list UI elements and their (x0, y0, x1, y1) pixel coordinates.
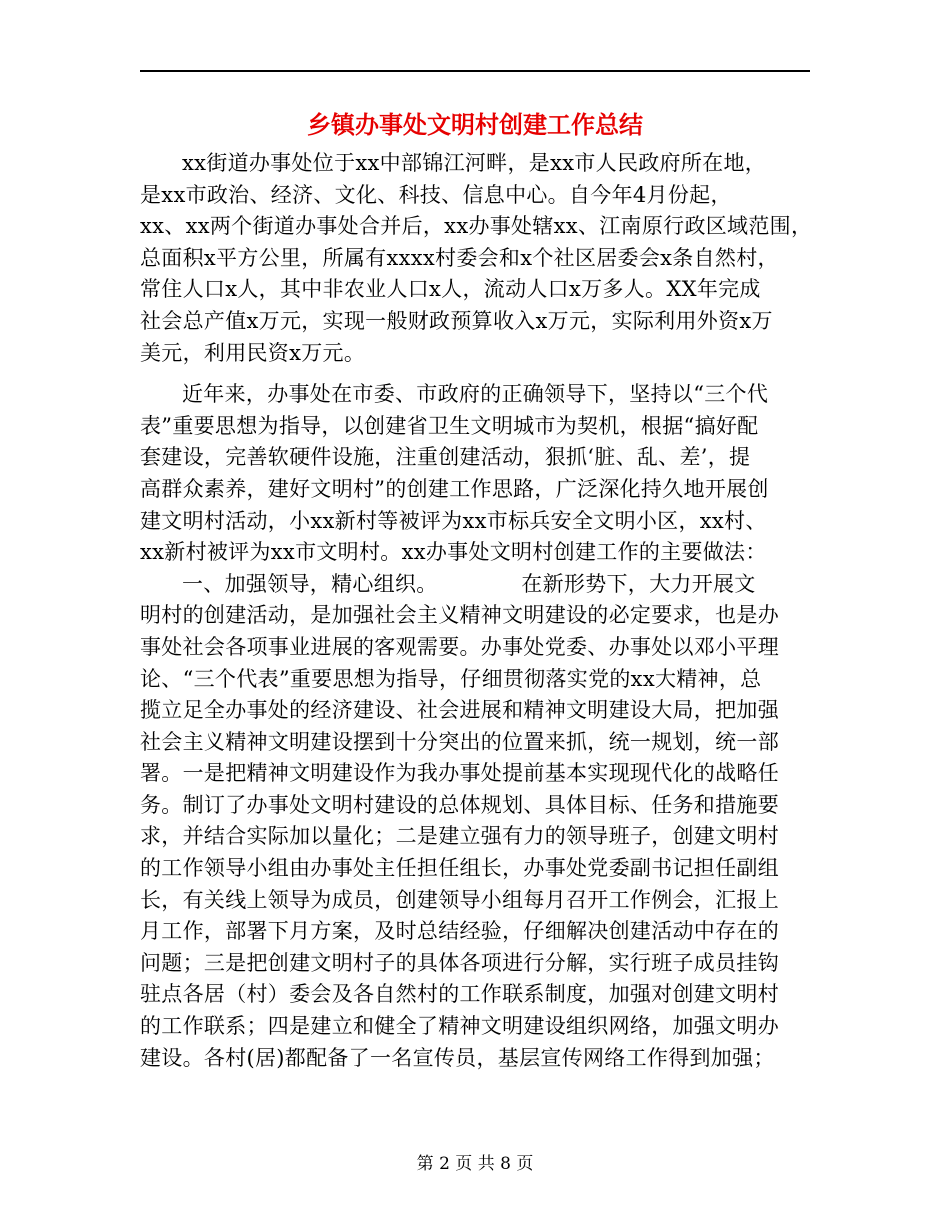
text-line: 是xx市政治、经济、文化、科技、信息中心。自今年4月份起， (140, 182, 732, 207)
text-line: 揽立足全办事处的经济建设、社会进展和精神文明建设大局，把加强 (140, 698, 779, 723)
text-line: 求，并结合实际加以量化；二是建立强有力的领导班子，创建文明村 (140, 824, 779, 849)
text-line: 事处社会各项事业进展的客观需要。办事处党委、办事处以邓小平理 (140, 634, 779, 659)
text-line: 务。制订了办事处文明村建设的总体规划、具体目标、任务和措施要 (140, 792, 779, 817)
text-line: 社会总产值x万元，实现一般财政预算收入x万元，实际利用外资x万 (140, 308, 773, 333)
text-line: 驻点各居（村）委会及各自然村的工作联系制度，加强对创建文明村 (140, 982, 779, 1007)
text-line: 高群众素养，建好文明村”的创建工作思路，广泛深化持久地开展创 (140, 476, 769, 501)
text-line: 长，有关线上领导为成员，创建领导小组每月召开工作例会，汇报上 (140, 887, 779, 912)
text-line: 的工作联系；四是建立和健全了精神文明建设组织网络，加强文明办 (140, 1014, 779, 1039)
document-body (140, 148, 812, 1074)
text-line: 套建设，完善软硬件设施，注重创建活动，狠抓‘脏、乱、差’，提 (140, 445, 751, 470)
text-line: 建设。各村(居)都配备了一名宣传员，基层宣传网络工作得到加强； (140, 1045, 775, 1070)
page-number-footer: 第 2 页 共 8 页 (416, 1154, 534, 1174)
text-line: 明村的创建活动，是加强社会主义精神文明建设的必定要求，也是办 (140, 603, 779, 628)
text-line: 美元，利用民资x万元。 (140, 340, 366, 365)
text-line: xx、xx两个街道办事处合并后，xx办事处辖xx、江南原行政区域范围， (140, 214, 813, 239)
text-line: 建文明村活动，小xx新村等被评为xx市标兵安全文明小区，xx村、 (140, 508, 767, 533)
text-line: 论、“三个代表”重要思想为指导，仔细贯彻落实党的xx大精神，总 (140, 666, 762, 691)
text-line: xx新村被评为xx市文明村。xx办事处文明村创建工作的主要做法： (140, 540, 767, 565)
text-line: 的工作领导小组由办事处主任担任组长，办事处党委副书记担任副组 (140, 856, 779, 881)
paragraph-gap (140, 369, 812, 379)
text-line: 常住人口x人，其中非农业人口x人，流动人口x万多人。XX年完成 (140, 277, 761, 302)
text-line: 社会主义精神文明建设摆到十分突出的位置来抓，统一规划，统一部 (140, 729, 779, 754)
text-line: 表”重要思想为指导，以创建省卫生文明城市为契机，根据“搞好配 (140, 413, 759, 438)
header-rule (140, 70, 810, 72)
section-heading-line: 一、加强领导，精心组织。 在新形势下，大力开展文 (182, 571, 756, 596)
text-line: 近年来，办事处在市委、市政府的正确领导下，坚持以“三个代 (182, 382, 769, 407)
text-line: 月工作，部署下月方案，及时总结经验，仔细解决创建活动中存在的 (140, 919, 779, 944)
text-line: 总面积x平方公里，所属有xxxx村委会和x个社区居委会x条自然村， (140, 245, 779, 270)
text-line: 问题；三是把创建文明村子的具体各项进行分解，实行班子成员挂钩 (140, 950, 779, 975)
document-title: 乡镇办事处文明村创建工作总结 (307, 111, 643, 139)
text-line: xx街道办事处位于xx中部锦江河畔，是xx市人民政府所在地， (182, 151, 767, 175)
text-line: 署。一是把精神文明建设作为我办事处提前基本实现现代化的战略任 (140, 761, 779, 786)
